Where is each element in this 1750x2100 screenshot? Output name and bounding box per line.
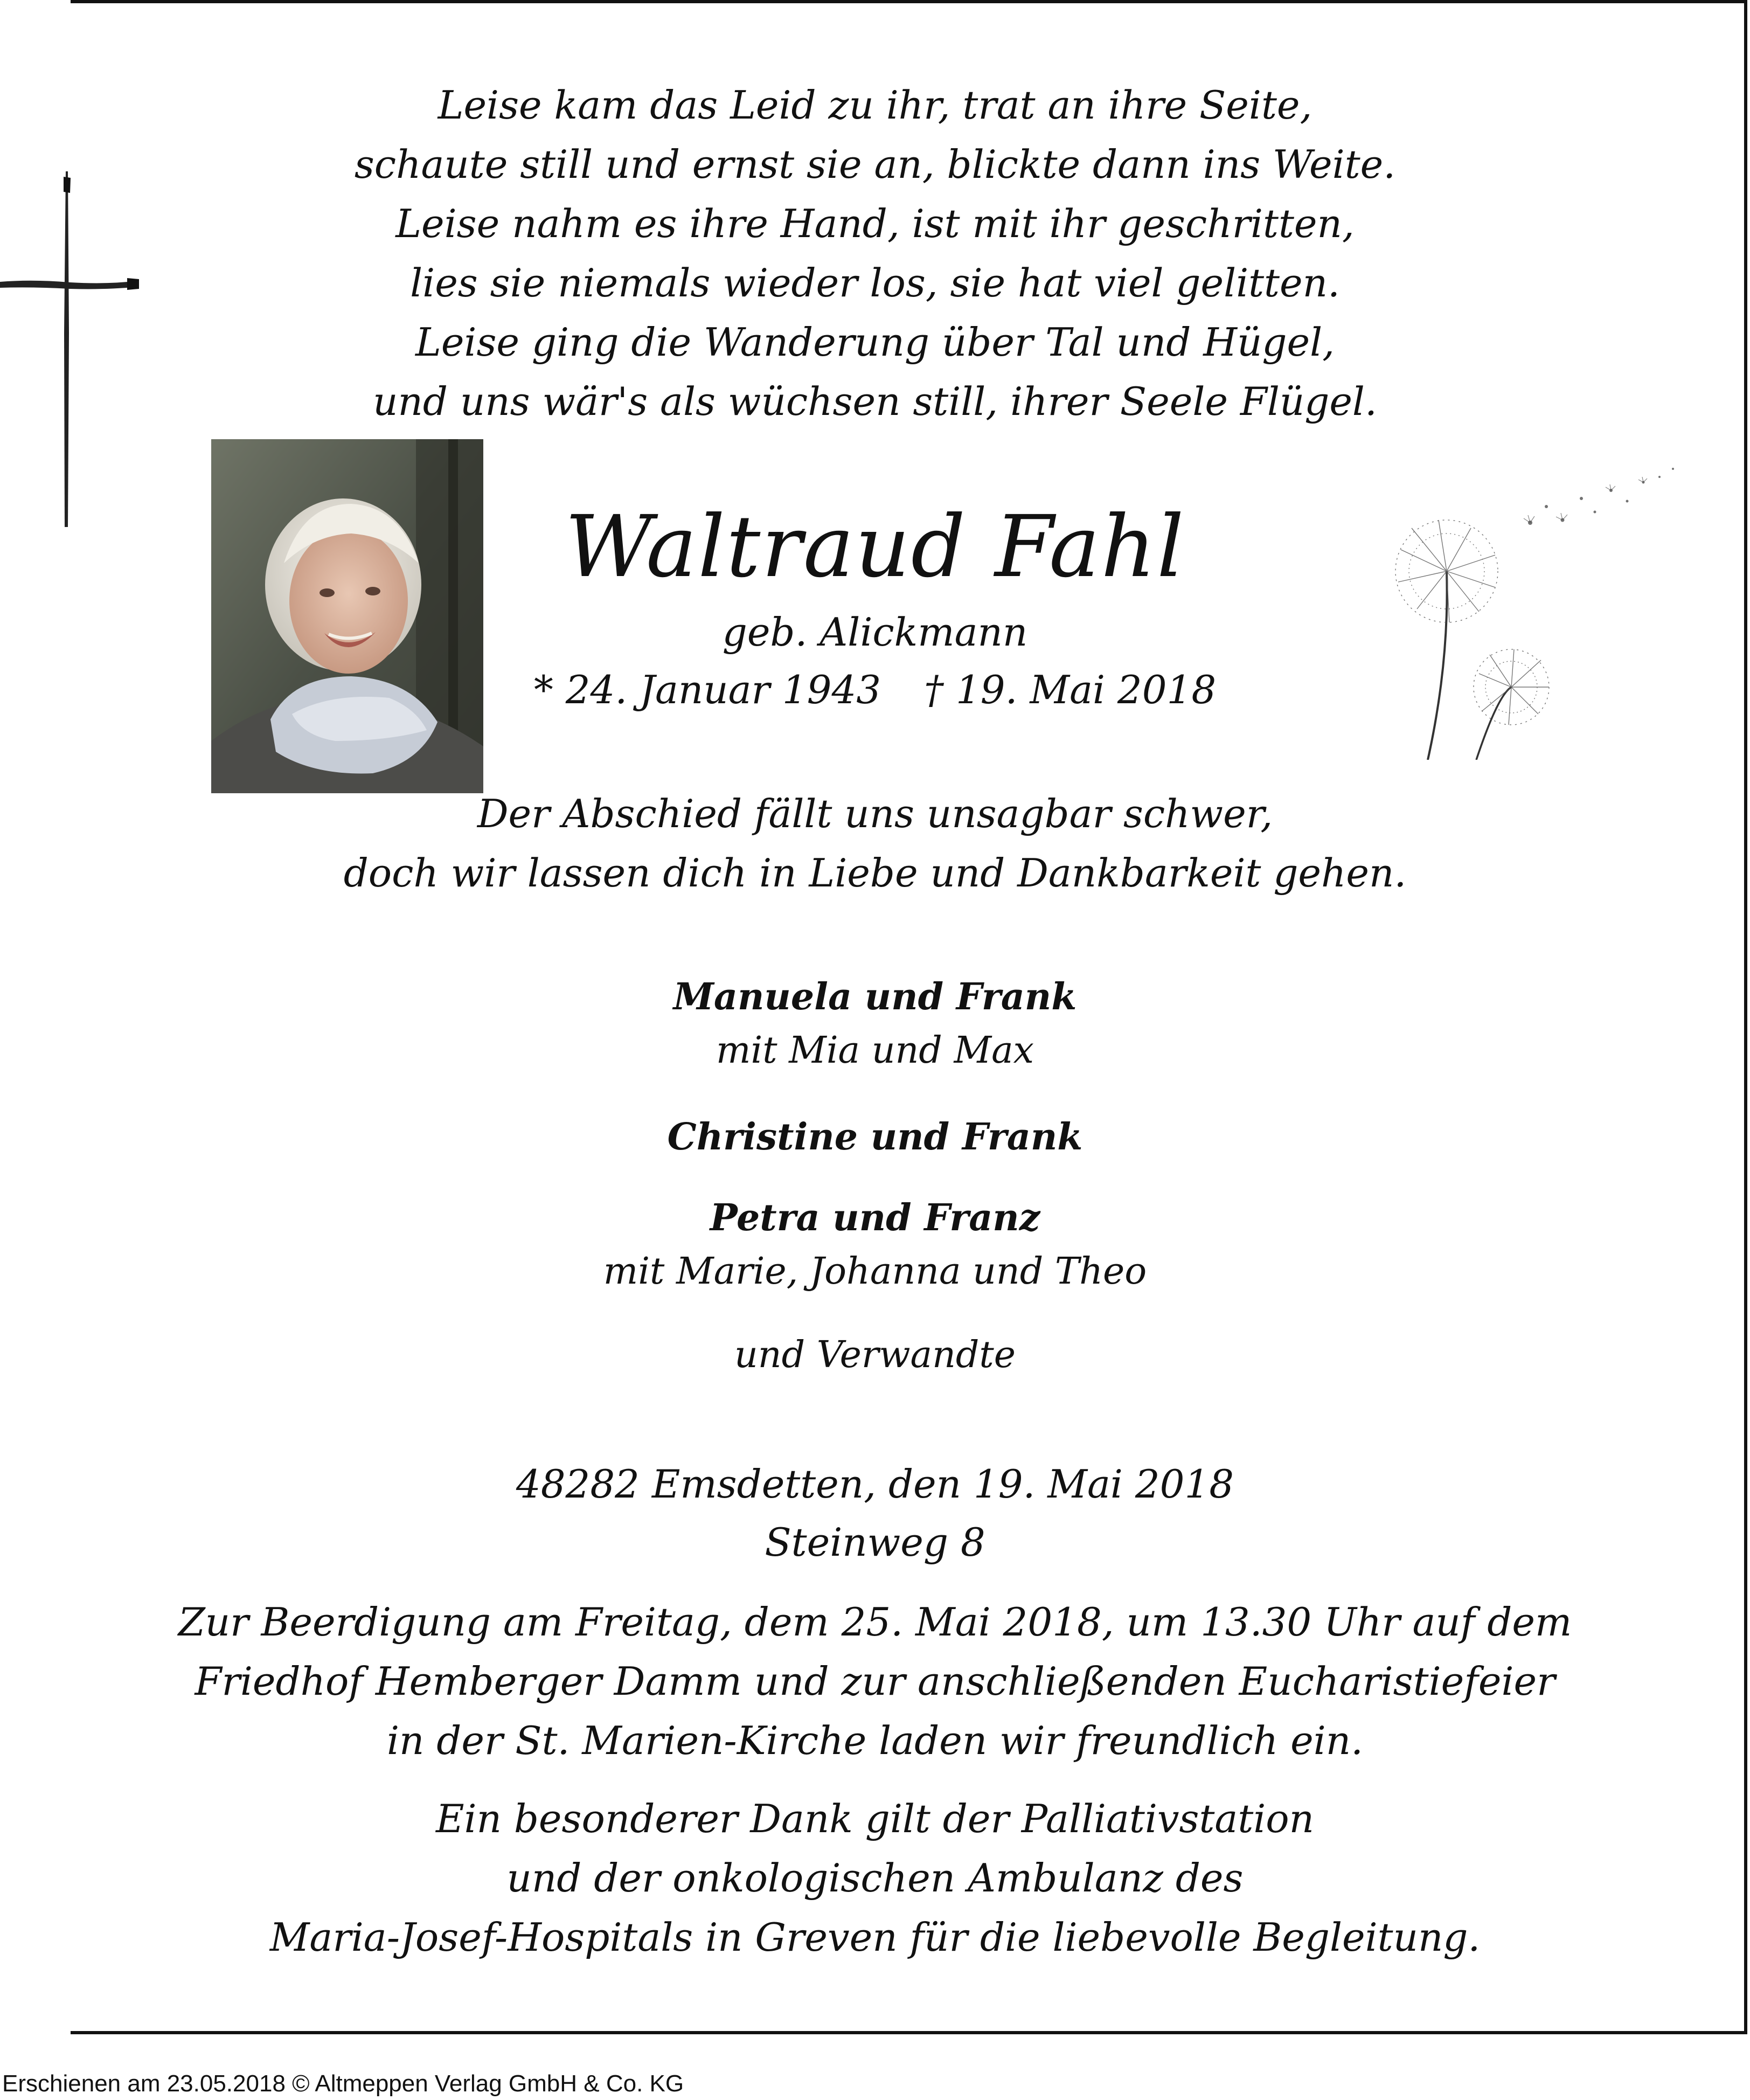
deceased-name: Waltraud Fahl: [565, 497, 1185, 597]
poem-line: lies sie niemals wieder los, sie hat viel gelitten.: [410, 260, 1340, 306]
family-sub: mit Mia und Max: [716, 1029, 1034, 1072]
street: Steinweg 8: [765, 1520, 985, 1565]
poem-line: schaute still und ernst sie an, blickte dann ins Weite.: [354, 142, 1396, 187]
burial-info: [0, 1592, 1750, 1770]
death-date: † 19. Mai 2018: [924, 667, 1217, 712]
relatives-text: und Verwandte: [734, 1334, 1016, 1376]
birth-date: * 24. Januar 1943: [533, 667, 881, 712]
birth-name: geb. Alickmann: [722, 609, 1028, 655]
burial-line: in der St. Marien-Kirche laden wir freundlich ein.: [386, 1718, 1364, 1763]
burial-line: Zur Beerdigung am Freitag, dem 25. Mai 2018, um 13.30 Uhr auf dem: [178, 1599, 1572, 1645]
poem-line: Leise ging die Wanderung über Tal und Hügel,: [415, 320, 1335, 365]
farewell-line: Der Abschied fällt uns unsagbar schwer,: [477, 791, 1273, 836]
dandelion-icon: [1369, 447, 1681, 760]
family-names: Christine und Frank: [667, 1115, 1083, 1159]
family-group-1: [0, 970, 1750, 1078]
thanks-text: [0, 1789, 1750, 1967]
poem-line: und uns wär's als wüchsen still, ihrer Seele Flügel.: [373, 379, 1377, 424]
publication-footer: Erschienen am 23.05.2018 © Altmeppen Verlag GmbH & Co. KG: [2, 2070, 684, 2097]
family-group-3: [0, 1191, 1750, 1299]
family-group-2: [0, 1110, 1750, 1164]
thanks-line: Maria-Josef-Hospitals in Greven für die liebevolle Begleitung.: [269, 1915, 1481, 1960]
poem: [0, 75, 1750, 431]
family-relatives: [0, 1328, 1750, 1382]
thanks-line: Ein besonderer Dank gilt der Palliativstation: [435, 1796, 1315, 1841]
family-names: Manuela und Frank: [673, 975, 1077, 1018]
address: [0, 1455, 1750, 1571]
farewell-text: [0, 784, 1750, 903]
farewell-line: doch wir lassen dich in Liebe und Dankbarkeit gehen.: [343, 850, 1407, 896]
city-date: 48282 Emsdetten, den 19. Mai 2018: [516, 1461, 1234, 1507]
burial-line: Friedhof Hemberger Damm und zur anschließenden Eucharistiefeier: [195, 1659, 1555, 1704]
thanks-line: und der onkologischen Ambulanz des: [506, 1855, 1244, 1901]
poem-line: Leise nahm es ihre Hand, ist mit ihr geschritten,: [395, 201, 1355, 246]
poem-line: Leise kam das Leid zu ihr, trat an ihre Seite,: [438, 82, 1313, 128]
family-sub: mit Marie, Johanna und Theo: [603, 1250, 1147, 1293]
family-names: Petra und Franz: [710, 1196, 1040, 1239]
